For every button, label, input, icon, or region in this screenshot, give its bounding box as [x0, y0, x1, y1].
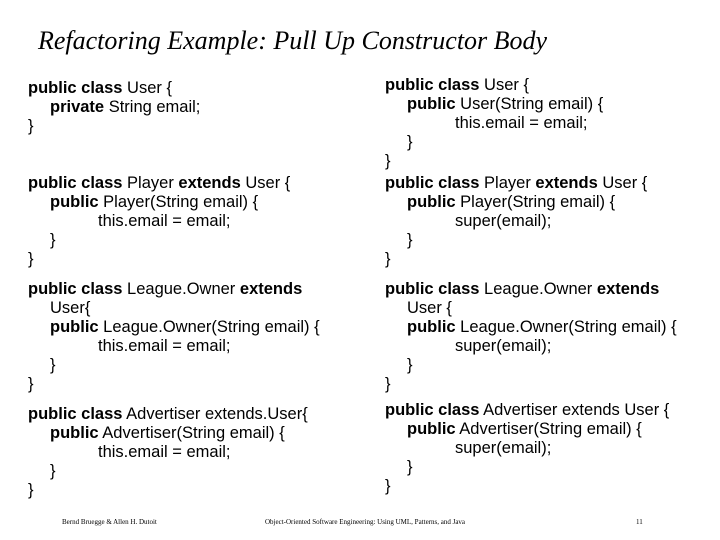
- code-text: Player: [122, 174, 179, 192]
- code-text: Player(String email) {: [455, 193, 616, 211]
- code-text: User {: [479, 76, 529, 94]
- code-text: String email;: [104, 98, 201, 116]
- code-text: }: [385, 375, 391, 393]
- code-keyword: public class: [28, 174, 123, 192]
- code-keyword: public: [407, 318, 456, 336]
- code-line: [28, 481, 308, 500]
- code-keyword: public class: [28, 405, 123, 423]
- code-line: [385, 280, 677, 299]
- code-text: this.email = email;: [455, 114, 588, 132]
- code-line: [385, 375, 677, 394]
- code-keyword: public: [407, 95, 456, 113]
- code-line: [28, 174, 290, 193]
- code-text: }: [407, 458, 413, 476]
- code-line: [385, 193, 647, 212]
- code-text: User(String email) {: [455, 95, 604, 113]
- code-line: [385, 133, 603, 152]
- code-text: League.Owner: [479, 280, 597, 298]
- code-text: }: [50, 356, 56, 374]
- code-block-right-advertiser: [385, 401, 669, 496]
- code-block-right-user: [385, 76, 603, 171]
- code-line: [385, 337, 677, 356]
- code-keyword: public class: [385, 401, 480, 419]
- code-line: [385, 250, 647, 269]
- code-keyword: public: [407, 420, 456, 438]
- code-line: [385, 401, 669, 420]
- code-text: Advertiser extends.User{: [122, 405, 308, 423]
- code-line: [385, 458, 669, 477]
- code-keyword: public class: [28, 280, 123, 298]
- code-text: }: [28, 375, 34, 393]
- code-line: [28, 462, 308, 481]
- code-keyword: public class: [385, 174, 480, 192]
- code-line: [28, 231, 290, 250]
- code-line: [385, 174, 647, 193]
- code-line: [385, 76, 603, 95]
- code-text: League.Owner(String email) {: [455, 318, 677, 336]
- code-text: Advertiser(String email) {: [98, 424, 285, 442]
- code-line: [28, 443, 308, 462]
- code-text: super(email);: [455, 337, 552, 355]
- code-line: [385, 318, 677, 337]
- code-text: }: [28, 250, 34, 268]
- code-keyword: public: [407, 193, 456, 211]
- code-block-left-advertiser: [28, 405, 308, 500]
- code-line: [28, 98, 200, 117]
- code-keyword: extends: [535, 174, 598, 192]
- code-line: [385, 152, 603, 171]
- code-line: [385, 420, 669, 439]
- code-line: [28, 337, 320, 356]
- slide-title: Refactoring Example: Pull Up Constructor Body: [38, 26, 548, 55]
- footer-book: Object-Oriented Software Engineering: Using UML, Patterns, and Java: [265, 518, 466, 526]
- code-keyword: public class: [385, 76, 480, 94]
- code-text: }: [50, 231, 56, 249]
- code-text: super(email);: [455, 212, 552, 230]
- code-keyword: public: [50, 318, 99, 336]
- code-line: [28, 280, 320, 299]
- code-block-left-player: [28, 174, 290, 269]
- code-text: }: [385, 250, 391, 268]
- code-text: User {: [407, 299, 452, 317]
- code-text: }: [385, 152, 391, 170]
- footer-authors: Bernd Bruegge & Allen H. Dutoit: [62, 518, 157, 526]
- code-line: [28, 117, 200, 136]
- code-text: }: [407, 133, 413, 151]
- code-line: [28, 405, 308, 424]
- code-line: [385, 95, 603, 114]
- code-block-left-user: [28, 79, 200, 136]
- code-line: [28, 356, 320, 375]
- code-keyword: extends: [596, 280, 660, 298]
- code-line: [28, 250, 290, 269]
- footer-page-number: 11: [636, 518, 643, 526]
- code-text: this.email = email;: [98, 212, 231, 230]
- code-text: Player: [479, 174, 536, 192]
- code-text: User {: [597, 174, 648, 192]
- code-keyword: extends: [178, 174, 241, 192]
- code-text: User {: [122, 79, 172, 97]
- code-text: League.Owner(String email) {: [98, 318, 320, 336]
- code-line: [385, 231, 647, 250]
- code-line: [385, 114, 603, 133]
- code-line: [385, 439, 669, 458]
- code-text: }: [407, 356, 413, 374]
- code-text: this.email = email;: [98, 443, 231, 461]
- code-line: [385, 356, 677, 375]
- code-text: User{: [50, 299, 91, 317]
- code-line: [28, 299, 320, 318]
- code-line: [385, 299, 677, 318]
- code-text: Advertiser(String email) {: [455, 420, 642, 438]
- code-text: }: [385, 477, 391, 495]
- code-block-right-player: [385, 174, 647, 269]
- code-keyword: public: [50, 424, 99, 442]
- code-line: [28, 375, 320, 394]
- code-line: [28, 318, 320, 337]
- code-line: [28, 212, 290, 231]
- code-block-right-league: [385, 280, 677, 394]
- code-text: League.Owner: [122, 280, 240, 298]
- code-keyword: public class: [28, 79, 123, 97]
- code-text: Advertiser extends User {: [479, 401, 670, 419]
- code-line: [28, 193, 290, 212]
- code-text: Player(String email) {: [98, 193, 259, 211]
- code-text: User {: [240, 174, 291, 192]
- code-keyword: public class: [385, 280, 480, 298]
- code-block-left-league: [28, 280, 320, 394]
- code-text: super(email);: [455, 439, 552, 457]
- code-text: this.email = email;: [98, 337, 231, 355]
- code-text: }: [407, 231, 413, 249]
- code-keyword: extends: [239, 280, 303, 298]
- code-line: [385, 477, 669, 496]
- code-text: }: [28, 117, 34, 135]
- code-line: [385, 212, 647, 231]
- code-keyword: public: [50, 193, 99, 211]
- code-text: }: [50, 462, 56, 480]
- code-text: }: [28, 481, 34, 499]
- code-keyword: private: [50, 98, 105, 116]
- code-line: [28, 424, 308, 443]
- code-line: [28, 79, 200, 98]
